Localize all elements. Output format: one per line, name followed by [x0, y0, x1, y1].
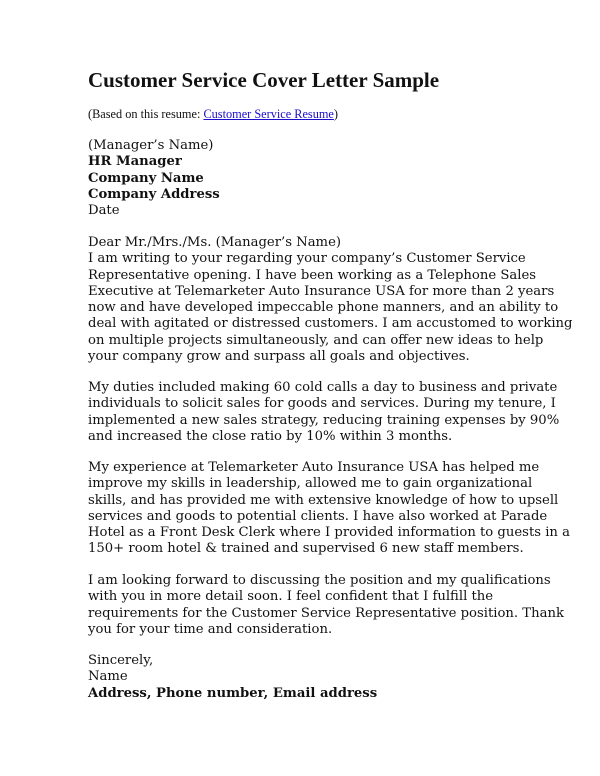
paragraph-experience	[88, 460, 570, 558]
paragraph1-line: now and have developed impeccable phone manners, and an ability to	[88, 300, 559, 316]
resume-reference-prefix: (Based on this resume:	[88, 107, 204, 121]
paragraph3-line: improve my skills in leadership, allowed me to gain organizational	[88, 476, 533, 492]
paragraph2-line: individuals to solicit sales for goods and services. During my tenure, I	[88, 396, 556, 412]
paragraph4-line: I am looking forward to discussing the position and my qualifications	[88, 573, 551, 588]
paragraph1-line: Representative opening. I have been working as a Telephone Sales	[88, 267, 537, 283]
page-title: Customer Service Cover Letter Sample	[88, 68, 440, 92]
salutation-and-intro	[88, 235, 572, 365]
paragraph3-line: 150+ room hotel & trained and supervised 6 new staff members.	[88, 541, 524, 557]
resume-reference	[88, 107, 338, 122]
paragraph4-line: with you in more detail soon. I feel confident that I fulfill the	[88, 589, 494, 605]
signer-contact: Address, Phone number, Email address	[88, 685, 378, 701]
paragraph3-line: skills, and has provided me with extensive knowledge of how to upsell	[88, 492, 559, 508]
paragraph1-line: your company grow and surpass all goals and objectives.	[88, 349, 470, 365]
recipient-manager-name: (Manager’s Name)	[88, 138, 214, 153]
signoff: Sincerely,	[88, 653, 154, 668]
paragraph4-line: requirements for the Customer Service Representative position. Thank	[88, 605, 564, 621]
paragraph2-line: My duties included making 60 cold calls a day to business and private	[88, 380, 558, 395]
paragraph3-line: My experience at Telemarketer Auto Insurance USA has helped me	[88, 460, 540, 475]
paragraph2-line: implemented a new sales strategy, reducing training expenses by 90%	[88, 412, 560, 428]
salutation: Dear Mr./Mrs./Ms. (Manager’s Name)	[88, 235, 342, 250]
recipient-company-address: Company Address	[88, 186, 220, 202]
paragraph-duties	[88, 380, 559, 445]
paragraph1-line: on multiple projects simultaneously, and can offer new ideas to help	[88, 332, 544, 348]
letter-date: Date	[88, 203, 120, 219]
recipient-title: HR Manager	[88, 154, 182, 170]
paragraph1-line: deal with agitated or distressed customers. I am accustomed to working	[88, 316, 573, 332]
paragraph-closing	[88, 573, 564, 638]
paragraph4-line: you for your time and consideration.	[88, 621, 333, 637]
recipient-block	[88, 138, 220, 219]
customer-service-resume-link[interactable]: Customer Service Resume	[203, 107, 334, 121]
signer-name: Name	[88, 669, 128, 685]
signature-block	[88, 653, 377, 702]
paragraph3-line: Hotel as a Front Desk Clerk where I provided information to guests in a	[88, 525, 570, 541]
recipient-company-name: Company Name	[88, 170, 204, 186]
paragraph3-line: services and goods to potential clients. I have also worked at Parade	[88, 508, 548, 524]
paragraph1-line: I am writing to your regarding your company’s Customer Service	[88, 251, 526, 267]
resume-reference-suffix: )	[333, 107, 339, 121]
paragraph1-line: Executive at Telemarketer Auto Insurance USA for more than 2 years	[88, 283, 555, 299]
paragraph2-line: and increased the close ratio by 10% within 3 months.	[88, 428, 453, 444]
